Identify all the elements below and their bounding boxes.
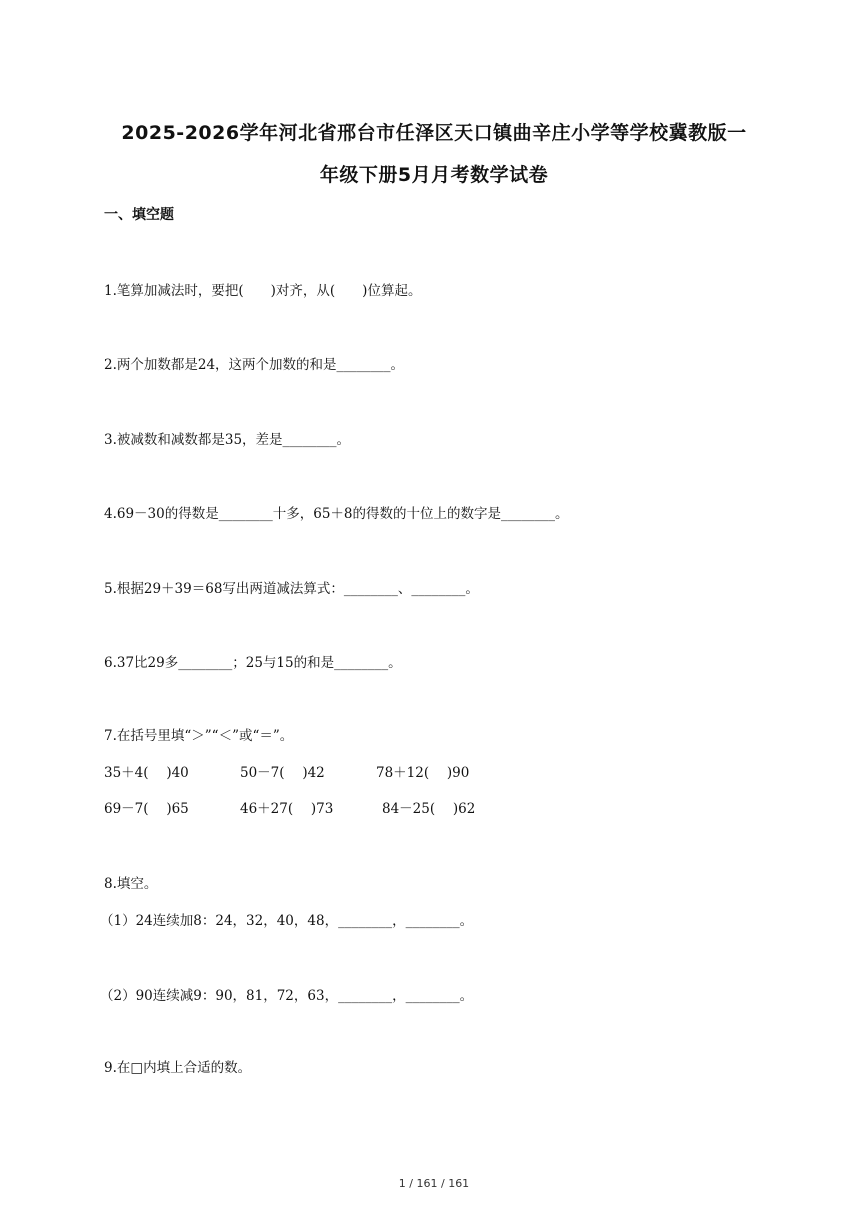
page-indicator: 1 / 161 / 161	[398, 1177, 470, 1190]
comparison-item: 46＋27( )73	[240, 801, 334, 817]
question-8-part-1: （1）24连续加8：24，32，40，48，________，________。	[100, 913, 474, 929]
question-8-part-2: （2）90连续减9：90，81，72，63，________，________。	[100, 988, 474, 1004]
question-6: 6.37比29多________；25与15的和是________。	[104, 655, 402, 671]
comparison-item: 50－7( )42	[240, 765, 325, 781]
comparison-item: 35＋4( )40	[104, 765, 189, 781]
comparison-item: 78＋12( )90	[376, 765, 470, 781]
document-title-line1: 2025-2026学年河北省邢台市任泽区天口镇曲辛庄小学等学校冀教版一	[121, 122, 747, 144]
question-2: 2.两个加数都是24，这两个加数的和是________。	[104, 357, 405, 373]
question-8: 8.填空。	[104, 876, 158, 892]
section-heading-fill-in: 一、填空题	[104, 207, 174, 223]
comparison-item: 84－25( )62	[382, 801, 476, 817]
question-7: 7.在括号里填“＞”“＜”或“＝”。	[104, 728, 294, 744]
document-title-line2: 年级下册5月月考数学试卷	[319, 164, 549, 186]
question-3: 3.被减数和减数都是35，差是________。	[104, 432, 351, 448]
question-9: 9.在□内填上合适的数。	[104, 1060, 252, 1076]
comparison-item: 69－7( )65	[104, 801, 189, 817]
question-1: 1.笔算加减法时，要把( )对齐，从( )位算起。	[104, 283, 422, 299]
question-5: 5.根据29＋39＝68写出两道减法算式：________、________。	[104, 581, 479, 597]
question-4: 4.69－30的得数是________十多，65＋8的得数的十位上的数字是________。	[104, 506, 569, 522]
